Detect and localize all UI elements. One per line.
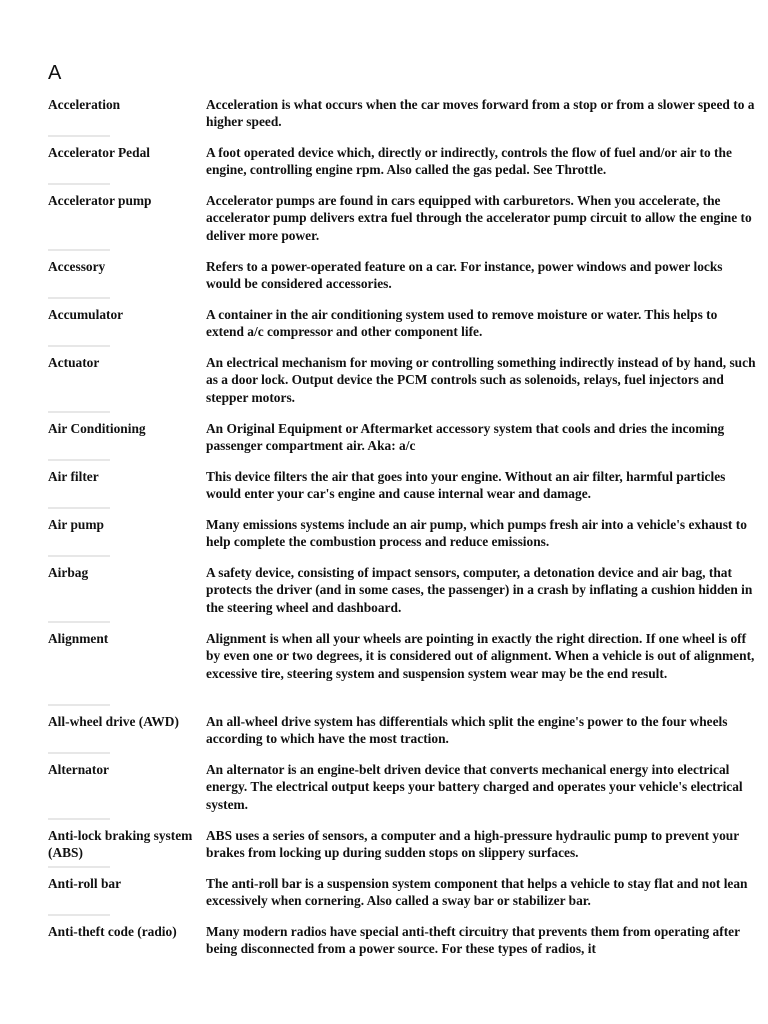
glossary-entry <box>48 468 758 502</box>
glossary-term: Air pump <box>48 517 104 532</box>
glossary-term: Accumulator <box>48 307 124 322</box>
glossary-entry <box>48 420 758 454</box>
glossary-entry <box>48 713 758 747</box>
entry-divider <box>48 752 110 754</box>
entry-divider <box>48 507 110 509</box>
glossary-definition: A safety device, consisting of impact sensors, computer, a detonation device and air bag, that protects the driver (and in some cases, the passenger) in a crash by inflating a cushion hidden in the steering wheel and dashboard. <box>206 565 753 615</box>
glossary-entry <box>48 96 758 130</box>
glossary-definition: The anti-roll bar is a suspension system component that helps a vehicle to stay flat and not lean excessively when cornering. Also called a sway bar or stabilizer bar. <box>206 876 748 909</box>
glossary-term: All-wheel drive (AWD) <box>48 714 179 729</box>
entry-divider <box>48 183 110 185</box>
glossary-entry <box>48 564 758 616</box>
glossary-definition: Many emissions systems include an air pump, which pumps fresh air into a vehicle's exhaust to help complete the combustion process and reduce emissions. <box>206 517 747 550</box>
entry-divider <box>48 704 110 706</box>
glossary-entry <box>48 144 758 178</box>
glossary-entry <box>48 630 758 699</box>
glossary-entry <box>48 192 758 244</box>
entry-divider <box>48 818 110 820</box>
glossary-term: Accelerator Pedal <box>48 145 150 160</box>
glossary-entry <box>48 875 758 909</box>
glossary-term: Accessory <box>48 259 106 274</box>
entry-divider <box>48 411 110 413</box>
glossary-entry <box>48 923 758 957</box>
glossary-term: Anti-lock braking system (ABS) <box>48 828 193 861</box>
glossary-term: Air filter <box>48 469 99 484</box>
glossary-definition: Acceleration is what occurs when the car moves forward from a stop or from a slower speed to a higher speed. <box>206 97 755 130</box>
glossary-definition: An all-wheel drive system has differentials which split the engine's power to the four wheels according to which have the most traction. <box>206 714 728 747</box>
glossary-entry <box>48 516 758 550</box>
entry-divider <box>48 459 110 461</box>
glossary-entry <box>48 258 758 292</box>
glossary-term: Accelerator pump <box>48 193 152 208</box>
entry-divider <box>48 914 110 916</box>
entry-divider <box>48 866 110 868</box>
glossary-term: Actuator <box>48 355 100 370</box>
glossary-entry <box>48 827 758 861</box>
entry-divider <box>48 621 110 623</box>
glossary-term: Air Conditioning <box>48 421 146 436</box>
glossary-entry <box>48 761 758 813</box>
glossary-entry <box>48 306 758 340</box>
entry-divider <box>48 345 110 347</box>
entry-divider <box>48 249 110 251</box>
glossary-definition: Refers to a power-operated feature on a car. For instance, power windows and power locks would be considered accessories. <box>206 259 723 292</box>
entry-divider <box>48 555 110 557</box>
glossary-definition: ABS uses a series of sensors, a computer and a high-pressure hydraulic pump to prevent your brakes from locking up during sudden stops on slippery surfaces. <box>206 828 739 861</box>
glossary-list <box>48 96 758 957</box>
glossary-entry <box>48 354 758 406</box>
glossary-definition: An electrical mechanism for moving or controlling something indirectly instead of by hand, such as a door lock. Output device the PCM controls such as solenoids, relays, fuel injectors and stepper motors. <box>206 355 756 405</box>
glossary-term: Anti-roll bar <box>48 876 122 891</box>
glossary-definition: An alternator is an engine-belt driven device that converts mechanical energy into electrical energy. The electrical output keeps your battery charged and operates your vehicle's electrical system. <box>206 762 743 812</box>
entry-divider <box>48 135 110 137</box>
entry-divider <box>48 297 110 299</box>
glossary-definition: Alignment is when all your wheels are pointing in exactly the right direction. If one wheel is off by even one or two degrees, it is considered out of alignment. When a vehicle is out of alignment, excessive tire, steering system and suspension system wear may be the end result. <box>206 631 755 681</box>
glossary-definition: A container in the air conditioning system used to remove moisture or water. This helps to extend a/c compressor and other component life. <box>206 307 718 340</box>
glossary-definition: This device filters the air that goes into your engine. Without an air filter, harmful particles would enter your car's engine and cause internal wear and damage. <box>206 469 726 502</box>
glossary-term: Airbag <box>48 565 89 580</box>
glossary-definition: Many modern radios have special anti-theft circuitry that prevents them from operating after being disconnected from a power source. For these types of radios, it <box>206 924 740 957</box>
glossary-term: Acceleration <box>48 97 121 112</box>
glossary-term: Alignment <box>48 631 109 646</box>
glossary-term: Alternator <box>48 762 109 777</box>
glossary-definition: Accelerator pumps are found in cars equipped with carburetors. When you accelerate, the accelerator pump delivers extra fuel through the accelerator pump circuit to allow the engine to deliver more power. <box>206 193 752 243</box>
glossary-term: Anti-theft code (radio) <box>48 924 177 939</box>
glossary-definition: A foot operated device which, directly or indirectly, controls the flow of fuel and/or air to the engine, controlling engine rpm. Also called the gas pedal. See Throttle. <box>206 145 732 178</box>
glossary-definition: An Original Equipment or Aftermarket accessory system that cools and dries the incoming passenger compartment air. Aka: a/c <box>206 421 725 454</box>
section-letter: A <box>48 62 62 84</box>
